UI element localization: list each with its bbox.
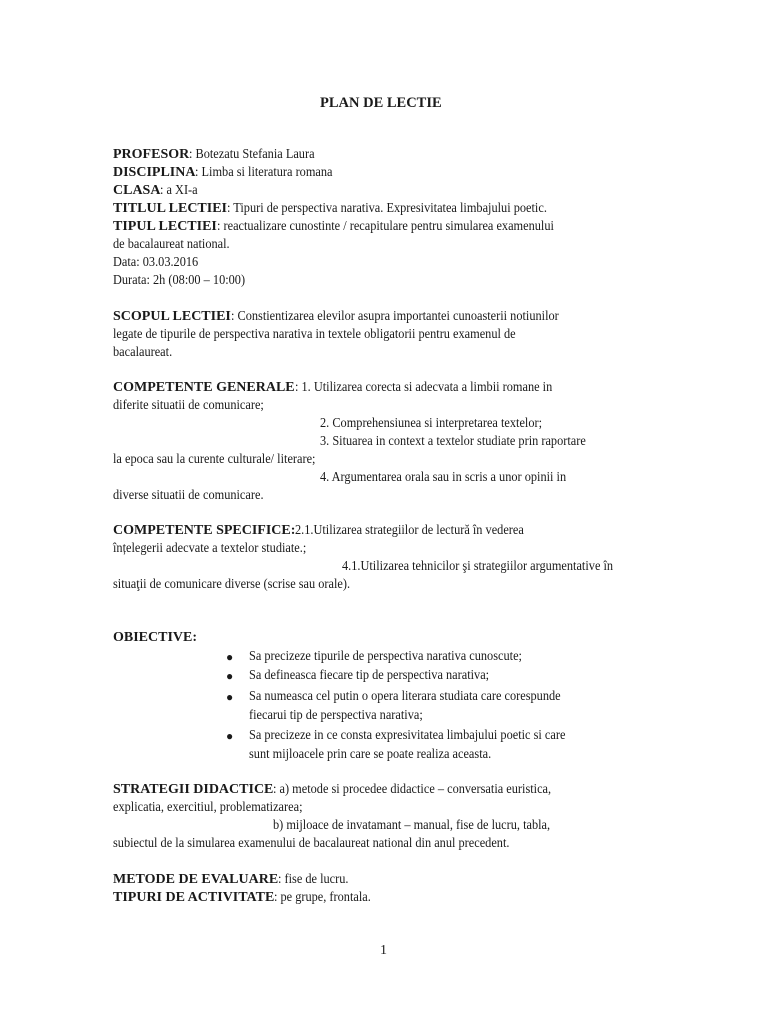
- titlul-line: [113, 200, 591, 218]
- obiectiv-3-cont: [249, 707, 446, 725]
- metode-label: METODE DE EVALUARE: [113, 872, 279, 887]
- obiective-label: OBIECTIVE:: [113, 630, 198, 645]
- strategii-a-cont: explicatia, exercitiul, problematizarea;: [113, 800, 303, 815]
- cg-item-3: 3. Situarea in context a textelor studiate prin raportare: [320, 434, 586, 449]
- bullet-icon: ●: [226, 650, 234, 664]
- cg-line-5: [113, 451, 343, 469]
- cg-line-2: [113, 397, 284, 415]
- page-title: PLAN DE LECTIE: [320, 95, 442, 111]
- cs-item-1-cont: înțelegerii adecvate a textelor studiate.;: [113, 541, 307, 556]
- obiectiv-3-text: Sa numeasca cel putin o opera literara studiata care corespunde: [249, 689, 561, 704]
- tipul-value-2: de bacalaureat national.: [113, 237, 230, 252]
- cs-line-2: [113, 540, 333, 558]
- scopul-line-3: [113, 344, 180, 362]
- cs-item-1: 2.1.Utilizarea strategiilor de lectură în vederea: [295, 523, 525, 538]
- tipuri-value: : pe grupe, frontala.: [274, 890, 372, 905]
- cs-line-4: [113, 576, 382, 594]
- metode-line: [113, 871, 358, 889]
- obiectiv-4-text-2: sunt mijloacele prin care se poate realiza aceasta.: [249, 747, 492, 762]
- disciplina-line: [113, 164, 352, 182]
- clasa-line: [113, 182, 203, 200]
- titlul-label: TITLUL LECTIEI: [113, 201, 227, 216]
- cg-line-7: [113, 487, 284, 505]
- titlul-value: : Tipuri de perspectiva narativa. Expresivitatea limbajului poetic.: [227, 201, 547, 216]
- profesor-label: PROFESOR: [113, 147, 190, 162]
- tipul-label: TIPUL LECTIEI: [113, 219, 217, 234]
- data-line: [113, 254, 210, 272]
- obiectiv-1: [249, 648, 559, 666]
- cg-item-1-cont: diferite situatii de comunicare;: [113, 398, 264, 413]
- cg-line-6: [320, 469, 600, 487]
- disciplina-label: DISCIPLINA: [113, 165, 196, 180]
- durata-line: [113, 272, 263, 290]
- bullet-icon: ●: [226, 669, 234, 683]
- competente-generale-line: [113, 379, 587, 397]
- cg-item-4: 4. Argumentarea orala sau in scris a unor opinii in: [320, 470, 567, 485]
- obiectiv-4-text: Sa precizeze in ce consta expresivitatea limbajului poetic si care: [249, 728, 566, 743]
- scopul-line: [113, 308, 603, 326]
- tipuri-line: [113, 889, 384, 907]
- cg-item-4-cont: diverse situatii de comunicare.: [113, 488, 264, 503]
- data-value: Data: 03.03.2016: [113, 255, 199, 270]
- strategii-line: [113, 781, 589, 799]
- tipul-line-2: [113, 236, 246, 254]
- strategii-b: b) mijloace de invatamant – manual, fise de lucru, tabla,: [273, 818, 551, 833]
- scopul-line-2: [113, 326, 571, 344]
- tipuri-label: TIPURI DE ACTIVITATE: [113, 890, 275, 905]
- tipul-line: [113, 218, 600, 236]
- strategii-line-4: [113, 835, 564, 853]
- cg-item-3-cont: la epoca sau la curente culturale/ literare;: [113, 452, 316, 467]
- page-number: 1: [380, 943, 387, 958]
- strategii-line-3: [273, 817, 588, 835]
- competente-generale-label: COMPETENTE GENERALE: [113, 380, 295, 395]
- bullet-icon: ●: [226, 690, 234, 704]
- cs-line-3: [342, 558, 650, 576]
- obiectiv-1-text: Sa precizeze tipurile de perspectiva narativa cunoscute;: [249, 649, 522, 664]
- strategii-b-cont: subiectul de la simularea examenului de bacalaureat national din anul precedent.: [113, 836, 510, 851]
- scopul-value-2: legate de tipurile de perspectiva narativa in textele obligatorii pentru examenul de: [113, 327, 516, 342]
- cs-item-2-cont: situaţii de comunicare diverse (scrise sau orale).: [113, 577, 351, 592]
- obiectiv-2-text: Sa defineasca fiecare tip de perspectiva narativa;: [249, 668, 490, 683]
- cg-line-4: [320, 433, 622, 451]
- scopul-value-3: bacalaureat.: [113, 345, 173, 360]
- obiectiv-4: [249, 727, 609, 745]
- obiectiv-3-text-2: fiecarui tip de perspectiva narativa;: [249, 708, 423, 723]
- cg-item-1: : 1. Utilizarea corecta si adecvata a limbii romane in: [294, 380, 552, 395]
- durata-value: Durata: 2h (08:00 – 10:00): [113, 273, 246, 288]
- tipul-value: : reactualizare cunostinte / recapitulare pentru simularea examenului: [216, 219, 554, 234]
- strategii-label: STRATEGII DIDACTICE: [113, 782, 274, 797]
- cs-item-2: 4.1.Utilizarea tehnicilor şi strategiilor argumentative în: [342, 559, 614, 574]
- disciplina-value: : Limba si literatura romana: [195, 165, 333, 180]
- clasa-label: CLASA: [113, 183, 161, 198]
- competente-specifice-line: [113, 522, 555, 540]
- scopul-value: : Constientizarea elevilor asupra importantei cunoasterii notiunilor: [230, 309, 559, 324]
- cg-line-3: [320, 415, 572, 433]
- strategii-line-2: [113, 799, 328, 817]
- obiectiv-3: [249, 688, 603, 706]
- obiectiv-2: [249, 667, 522, 685]
- profesor-value: : Botezatu Stefania Laura: [189, 147, 315, 162]
- clasa-value: : a XI-a: [160, 183, 199, 198]
- bullet-icon: ●: [226, 729, 234, 743]
- competente-specifice-label: COMPETENTE SPECIFICE:: [113, 523, 296, 538]
- scopul-label: SCOPUL LECTIEI: [113, 309, 231, 324]
- obiectiv-4-cont: [249, 746, 524, 764]
- metode-value: : fise de lucru.: [278, 872, 349, 887]
- profesor-line: [113, 146, 332, 164]
- cg-item-2: 2. Comprehensiunea si interpretarea textelor;: [320, 416, 543, 431]
- strategii-a: : a) metode si procedee didactice – conversatia euristica,: [273, 782, 552, 797]
